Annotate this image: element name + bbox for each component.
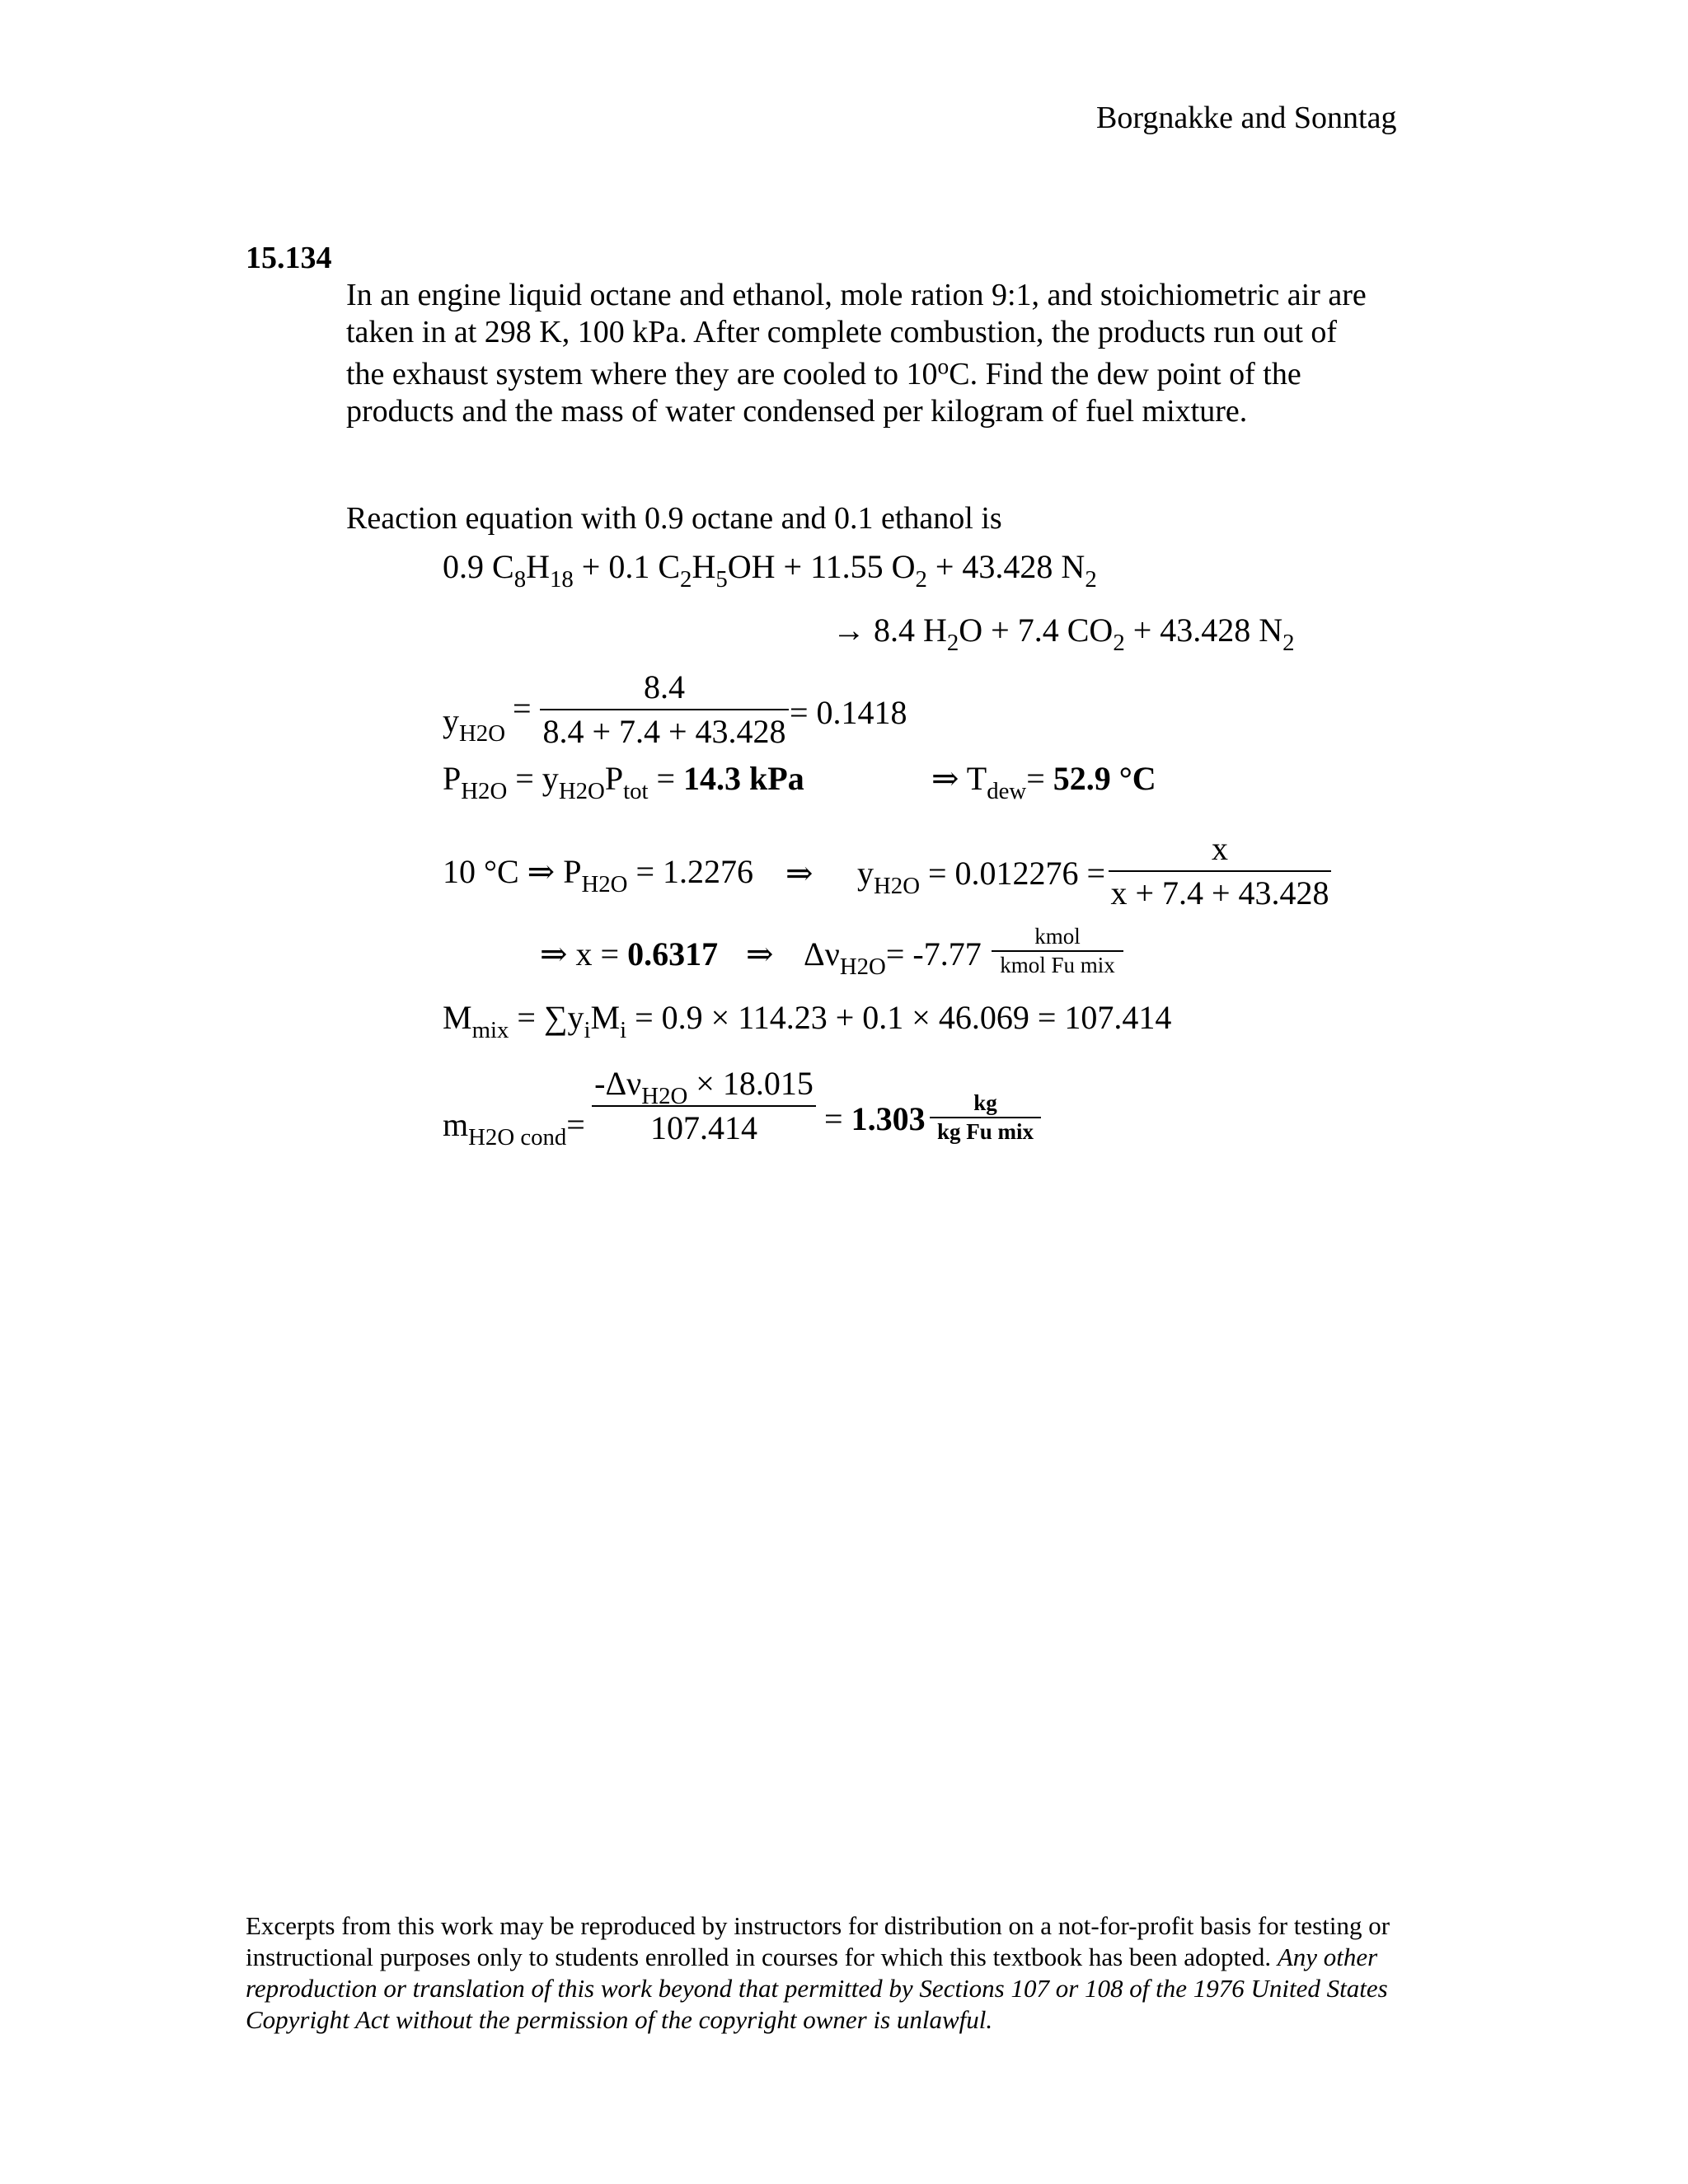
- dew-point-result: 52.9 °C: [1053, 760, 1156, 797]
- statement-line-3: the exhaust system where they are cooled to 10$^o$C. Find the dew point of the: [346, 354, 1301, 391]
- unit-denominator: kmol Fu mix: [1000, 953, 1115, 977]
- kg-unit-fraction: [930, 1092, 1041, 1143]
- problem-statement: [346, 277, 1500, 430]
- reaction-reactants: 0.9 $C_8H_{18} + 0.1$ $C_2H_5OH + 11.55$ $O_2 + 43.428$ $N_2$: [443, 548, 1097, 593]
- mcond-result-line: = 1.303: [824, 1100, 926, 1137]
- fraction-bar: [540, 709, 789, 710]
- cond-pressure: 10 °C ⇒ $P_{H2O} = 1.2276$: [443, 853, 753, 898]
- cond-numerator: x: [1212, 830, 1228, 867]
- statement-line-2: taken in at 298 K, 100 kPa. After complete combustion, the products run out of: [346, 315, 1338, 349]
- mmix-equation: $M_{mix} = \sum y_iM_i = 0.9 \times 114.23 + 0.1 \times 46.069 = 107.414$: [443, 999, 1172, 1043]
- cond-arrow: ⇒: [785, 855, 814, 892]
- kmol-unit-fraction: [992, 926, 1123, 977]
- y-h2o-equals: =: [513, 690, 532, 727]
- fraction-bar: [592, 1105, 816, 1107]
- fraction-bar: [1109, 870, 1331, 872]
- cond-fraction: [1109, 832, 1331, 910]
- y-h2o-lhs: $y_{H2O}$: [443, 702, 505, 747]
- y-h2o-result: = 0.1418: [790, 694, 907, 731]
- statement-line-1: In an engine liquid octane and ethanol, mole ration 9:1, and stoichiometric air are: [346, 278, 1367, 312]
- unit-numerator: kmol: [1034, 924, 1081, 949]
- footer-text: Excerpts from this work may be reproduced by instructors for distribution on a not-for-profit basis for testing or instructional purposes only to students enrolled in courses for which this textbook has been adopted.: [246, 1911, 1390, 1971]
- mcond-result: 1.303: [851, 1100, 926, 1137]
- x-result: 0.6317: [627, 935, 719, 972]
- copyright-footer: [246, 1910, 1449, 2036]
- page-header-author: Borgnakke and Sonntag: [1096, 101, 1397, 135]
- footer-italic-text: Any other reproduction or translation of this work beyond that permitted by Sections 107 or 108 of the 1976 United States Copyright Act without the permission of the copyright owner is unlawful.: [246, 1943, 1388, 2034]
- fraction-bar: [992, 950, 1123, 952]
- mcond-fraction: [592, 1067, 816, 1145]
- solution-intro: Reaction equation with 0.9 octane and 0.1 ethanol is: [346, 501, 1002, 536]
- y-h2o-denominator: 8.4 + 7.4 + 43.428: [542, 713, 786, 750]
- degree-symbol: o: [937, 354, 950, 379]
- unit-numerator: kg: [973, 1090, 997, 1115]
- y-h2o-fraction: [540, 668, 789, 750]
- reaction-products: → 8.4 $H_2O + 7.4$ $CO_2 + 43.428$ $N_2$: [832, 612, 1295, 656]
- p-h2o-result: 14.3 kPa: [683, 760, 804, 797]
- cond-y-eq: $y_{H2O} = 0.012276$ =: [857, 855, 1106, 899]
- p-h2o-equation: $P_{H2O} = y_{H2O}P_{tot} = 14.3$ kPa: [443, 760, 804, 804]
- cond-denominator: x + 7.4 + 43.428: [1110, 874, 1329, 912]
- delta-nu-equation: $\Delta\nu_{H2O}= -7.77$: [804, 935, 982, 980]
- problem-number: 15.134: [246, 241, 332, 275]
- unit-denominator: kg Fu mix: [936, 1119, 1034, 1144]
- mcond-numerator: $-\Delta\nu_{H2O} \times 18.015$: [594, 1065, 814, 1109]
- fraction-bar: [930, 1117, 1041, 1118]
- statement-line-4: products and the mass of water condensed per kilogram of fuel mixture.: [346, 394, 1248, 429]
- mcond-denominator: 107.414: [650, 1109, 757, 1146]
- x-arrow: ⇒: [746, 935, 774, 972]
- dew-point-equation: ⇒ $T_{dew}= 52.9$ °C: [931, 760, 1156, 804]
- mcond-lhs: $m_{H2O cond}=$: [443, 1106, 585, 1151]
- x-equation: ⇒ x = 0.6317: [540, 935, 719, 972]
- y-h2o-numerator: 8.4: [644, 668, 685, 705]
